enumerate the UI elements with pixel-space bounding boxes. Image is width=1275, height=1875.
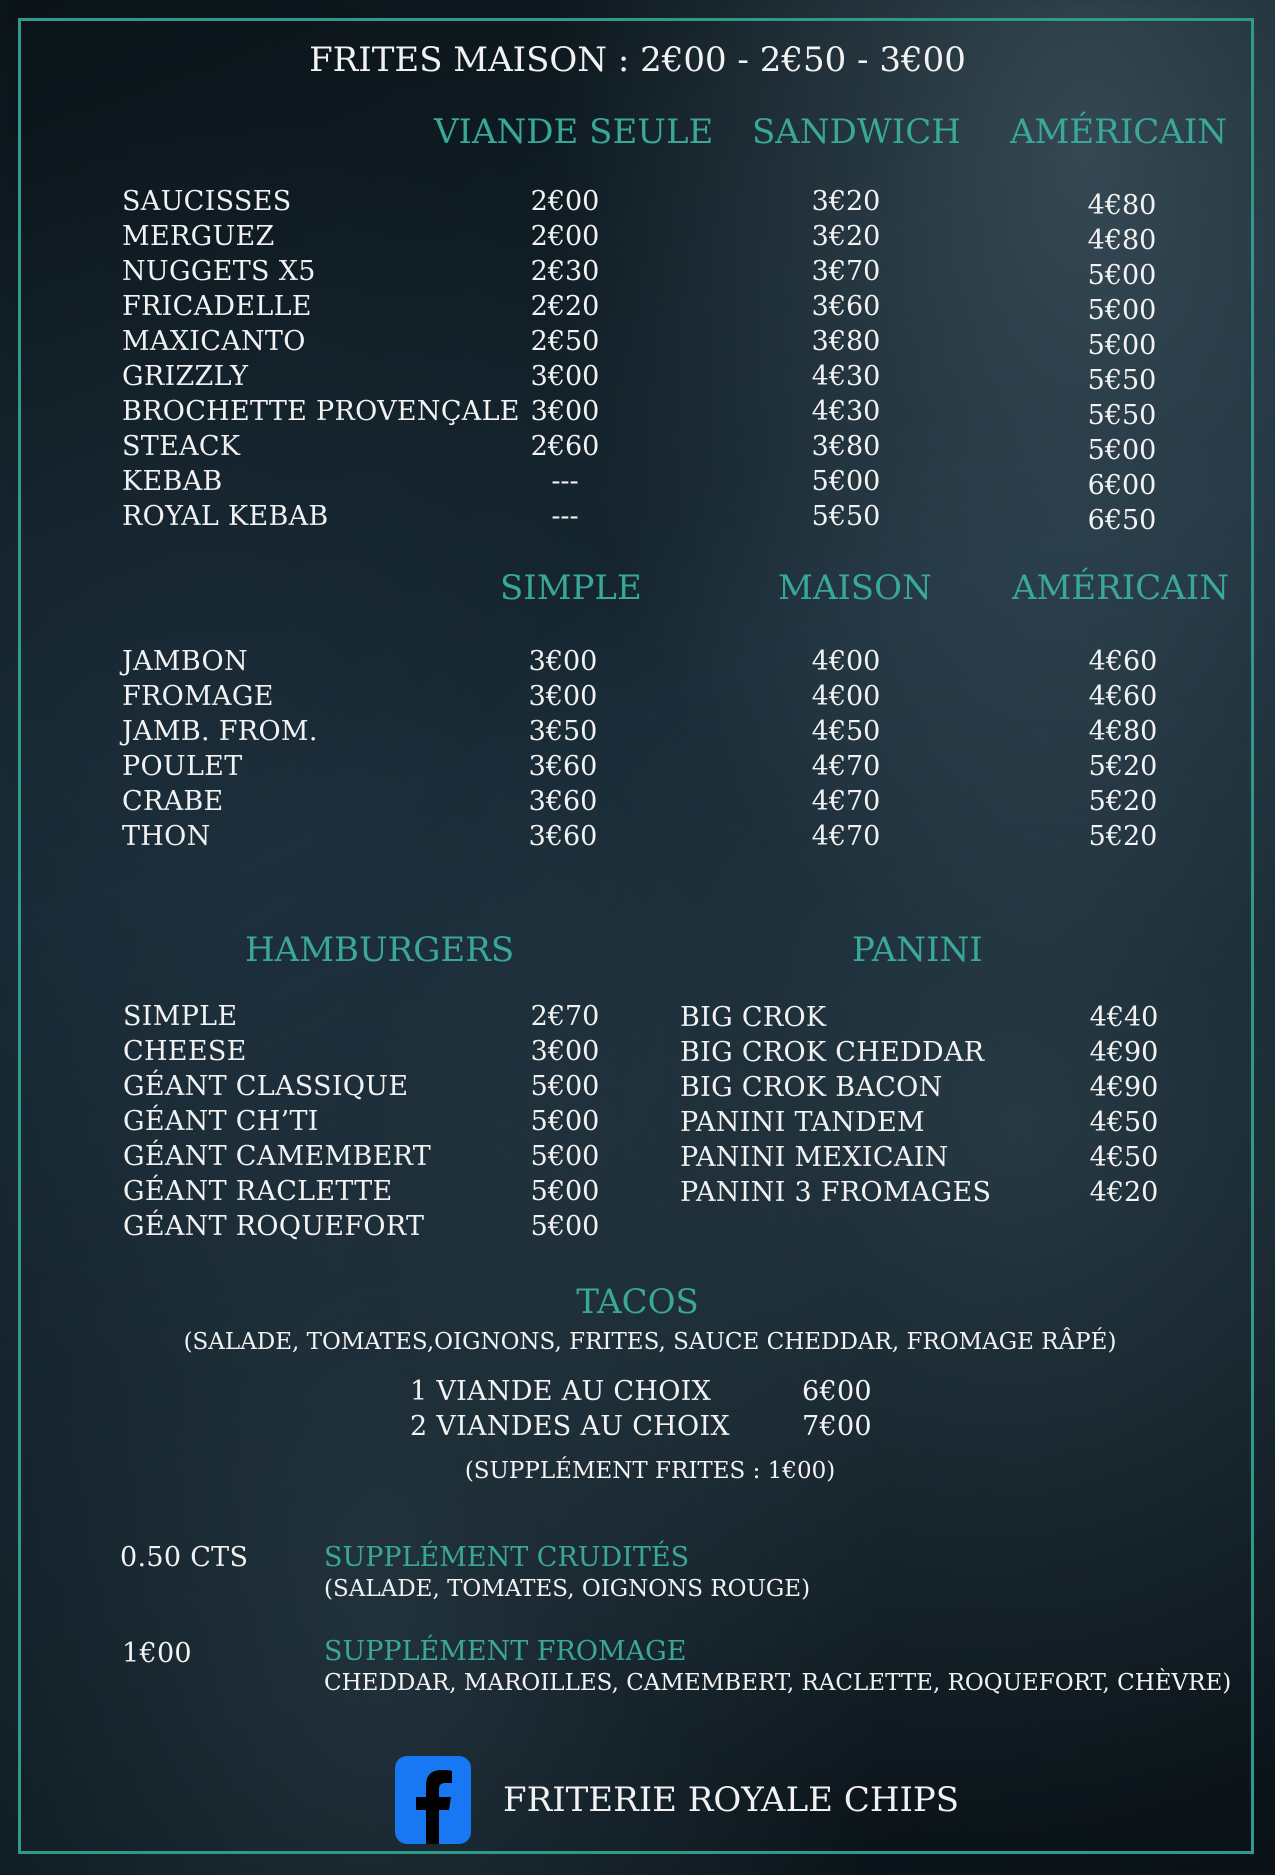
- price-americain: 5€20: [1088, 786, 1158, 817]
- price-viande-seule: 3€00: [530, 361, 600, 392]
- page-title: FRITES MAISON : 2€00 - 2€50 - 3€00: [309, 40, 966, 80]
- price-maison: 4€70: [811, 786, 881, 817]
- header-americain-2: AMÉRICAIN: [1012, 568, 1229, 608]
- header-sandwich: SANDWICH: [752, 112, 961, 152]
- hamburger-price: 5€00: [530, 1176, 600, 1207]
- supplement-price: 0.50 CTS: [120, 1542, 249, 1573]
- price-viande-seule: 2€50: [530, 326, 600, 357]
- panini-name: PANINI 3 FROMAGES: [680, 1177, 992, 1208]
- hamburger-name: SIMPLE: [123, 1001, 238, 1032]
- menu-item-name: MERGUEZ: [122, 221, 275, 252]
- menu-item-name: MAXICANTO: [122, 326, 306, 357]
- facebook-icon[interactable]: [395, 1756, 471, 1844]
- price-viande-seule: 3€00: [530, 396, 600, 427]
- panini-price: 4€20: [1089, 1177, 1159, 1208]
- price-simple: 3€50: [528, 716, 598, 747]
- hamburger-name: GÉANT CH’TI: [123, 1106, 319, 1137]
- panini-name: BIG CROK CHEDDAR: [680, 1037, 985, 1068]
- menu-item-name: JAMB. FROM.: [122, 716, 318, 747]
- price-americain: 5€00: [1087, 330, 1157, 361]
- price-simple: 3€00: [528, 646, 598, 677]
- footer-name: FRITERIE ROYALE CHIPS: [503, 1780, 960, 1820]
- menu-item-name: SAUCISSES: [122, 186, 292, 217]
- tacos-option-name: 2 VIANDES AU CHOIX: [410, 1411, 730, 1442]
- price-sandwich: 4€30: [811, 396, 881, 427]
- price-sandwich: 4€30: [811, 361, 881, 392]
- supplement-title: SUPPLÉMENT CRUDITÉS: [324, 1542, 690, 1573]
- price-sandwich: 3€20: [811, 221, 881, 252]
- price-americain: 4€80: [1087, 190, 1157, 221]
- panini-price: 4€50: [1089, 1142, 1159, 1173]
- panini-price: 4€90: [1089, 1072, 1159, 1103]
- tacos-option-name: 1 VIANDE AU CHOIX: [410, 1376, 712, 1407]
- supplement-desc: (SALADE, TOMATES, OIGNONS ROUGE): [324, 1576, 811, 1602]
- hamburger-name: GÉANT ROQUEFORT: [123, 1211, 425, 1242]
- hamburger-price: 3€00: [530, 1036, 600, 1067]
- price-viande-seule: 2€30: [530, 256, 600, 287]
- menu-item-name: GRIZZLY: [122, 361, 249, 392]
- menu-item-name: BROCHETTE PROVENÇALE: [122, 396, 520, 427]
- price-americain: 5€20: [1088, 821, 1158, 852]
- hamburger-name: GÉANT CLASSIQUE: [123, 1071, 409, 1102]
- supplement-title: SUPPLÉMENT FROMAGE: [324, 1636, 687, 1667]
- price-viande-seule: 2€00: [530, 221, 600, 252]
- price-maison: 4€70: [811, 751, 881, 782]
- panini-name: PANINI TANDEM: [680, 1107, 925, 1138]
- price-americain: 4€80: [1088, 716, 1158, 747]
- tacos-description: (SALADE, TOMATES,OIGNONS, FRITES, SAUCE CHEDDAR, FROMAGE RÂPÉ): [183, 1329, 1117, 1355]
- price-viande-seule: ---: [551, 501, 579, 532]
- hamburger-price: 5€00: [530, 1106, 600, 1137]
- price-maison: 4€00: [811, 681, 881, 712]
- price-viande-seule: 2€00: [530, 186, 600, 217]
- menu-item-name: THON: [122, 821, 211, 852]
- price-americain: 5€00: [1087, 435, 1157, 466]
- price-viande-seule: ---: [551, 466, 579, 497]
- price-sandwich: 3€80: [811, 326, 881, 357]
- price-americain: 5€50: [1087, 400, 1157, 431]
- price-americain: 5€00: [1087, 295, 1157, 326]
- price-sandwich: 3€70: [811, 256, 881, 287]
- price-sandwich: 5€50: [811, 501, 881, 532]
- price-simple: 3€60: [528, 751, 598, 782]
- panini-price: 4€90: [1089, 1037, 1159, 1068]
- price-viande-seule: 2€20: [530, 291, 600, 322]
- price-americain: 4€80: [1087, 225, 1157, 256]
- hamburger-price: 5€00: [530, 1211, 600, 1242]
- price-americain: 6€00: [1087, 470, 1157, 501]
- price-maison: 4€00: [811, 646, 881, 677]
- price-simple: 3€60: [528, 786, 598, 817]
- panini-price: 4€40: [1089, 1002, 1159, 1033]
- header-hamburgers: HAMBURGERS: [245, 930, 515, 970]
- price-americain: 5€50: [1087, 365, 1157, 396]
- panini-name: PANINI MEXICAIN: [680, 1142, 949, 1173]
- price-americain: 4€60: [1088, 646, 1158, 677]
- supplement-price: 1€00: [122, 1638, 192, 1669]
- hamburger-name: GÉANT CAMEMBERT: [123, 1141, 432, 1172]
- price-simple: 3€00: [528, 681, 598, 712]
- price-americain: 5€00: [1087, 260, 1157, 291]
- menu-item-name: NUGGETS X5: [122, 256, 316, 287]
- header-viande-seule: VIANDE SEULE: [434, 112, 714, 152]
- header-panini: PANINI: [852, 930, 983, 970]
- price-americain: 4€60: [1088, 681, 1158, 712]
- hamburger-name: CHEESE: [123, 1036, 247, 1067]
- price-maison: 4€50: [811, 716, 881, 747]
- menu-item-name: CRABE: [122, 786, 224, 817]
- menu-item-name: STEACK: [122, 431, 241, 462]
- price-americain: 6€50: [1087, 505, 1157, 536]
- price-sandwich: 5€00: [811, 466, 881, 497]
- supplement-desc: CHEDDAR, MAROILLES, CAMEMBERT, RACLETTE, ROQUEFORT, CHÈVRE): [324, 1670, 1232, 1696]
- price-sandwich: 3€20: [811, 186, 881, 217]
- panini-name: BIG CROK: [680, 1002, 827, 1033]
- header-americain: AMÉRICAIN: [1010, 112, 1227, 152]
- header-tacos: TACOS: [576, 1282, 699, 1322]
- tacos-note: (SUPPLÉMENT FRITES : 1€00): [464, 1458, 836, 1484]
- price-sandwich: 3€80: [811, 431, 881, 462]
- tacos-option-price: 7€00: [802, 1411, 872, 1442]
- price-viande-seule: 2€60: [530, 431, 600, 462]
- price-sandwich: 3€60: [811, 291, 881, 322]
- menu-item-name: POULET: [122, 751, 243, 782]
- hamburger-price: 5€00: [530, 1141, 600, 1172]
- hamburger-price: 5€00: [530, 1071, 600, 1102]
- panini-name: BIG CROK BACON: [680, 1072, 943, 1103]
- price-maison: 4€70: [811, 821, 881, 852]
- menu-item-name: JAMBON: [122, 646, 248, 677]
- tacos-option-price: 6€00: [802, 1376, 872, 1407]
- header-maison: MAISON: [778, 568, 932, 608]
- menu-item-name: FRICADELLE: [122, 291, 312, 322]
- header-simple: SIMPLE: [500, 568, 642, 608]
- price-americain: 5€20: [1088, 751, 1158, 782]
- hamburger-name: GÉANT RACLETTE: [123, 1176, 393, 1207]
- menu-item-name: FROMAGE: [122, 681, 274, 712]
- hamburger-price: 2€70: [530, 1001, 600, 1032]
- panini-price: 4€50: [1089, 1107, 1159, 1138]
- menu-item-name: KEBAB: [122, 466, 223, 497]
- menu-item-name: ROYAL KEBAB: [122, 501, 329, 532]
- price-simple: 3€60: [528, 821, 598, 852]
